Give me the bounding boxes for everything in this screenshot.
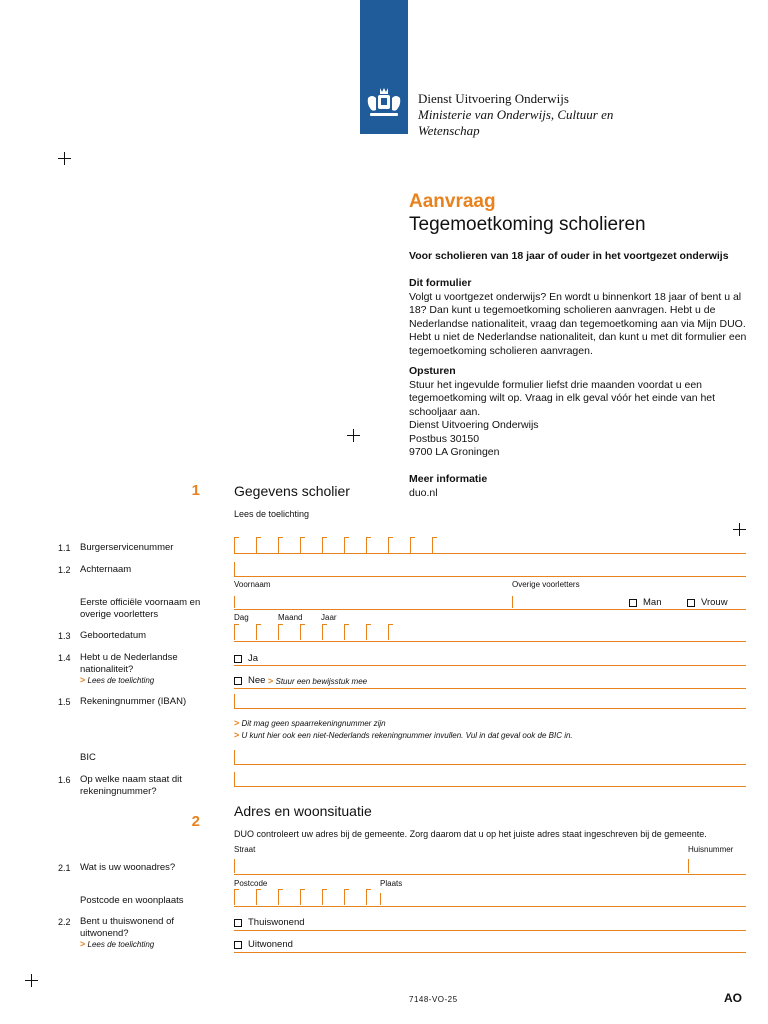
q14-number: 1.4	[58, 653, 71, 663]
bic-label: BIC	[80, 752, 96, 763]
intro-form-text: Volgt u voortgezet onderwijs? En wordt u binnenkort 18 jaar of bent u al 18? Dan kunt u tegemoetkoming scholieren aanvragen. Hebt u de Nederlandse nationaliteit, vraag dan tegemoetkoming aan via Mijn DUO. Hebt u niet de Nederlandse nationaliteit, dan kunt u met dit formulier een tegemoetkoming scholieren aanvragen.	[409, 290, 747, 357]
org-name: Dienst Uitvoering Onderwijs	[418, 91, 569, 106]
divider	[234, 688, 746, 689]
address-line-2: Postbus 30150	[409, 432, 480, 445]
divider	[234, 665, 746, 666]
gender-male-label: Man	[643, 597, 662, 608]
official-name-label: Eerste officiële voornaam en overige voorletters	[80, 597, 201, 620]
nationality-no-label: Nee	[248, 675, 266, 686]
divider	[234, 930, 746, 931]
org-block	[418, 91, 613, 139]
iban-note-1-text: Dit mag geen spaarrekeningnummer zijn	[241, 719, 386, 728]
firstname-field[interactable]	[234, 594, 746, 610]
intro-form-heading: Dit formulier	[409, 277, 472, 289]
q13-label: Geboortedatum	[80, 630, 147, 641]
intro-more-heading: Meer informatie	[409, 473, 488, 485]
iban-field[interactable]	[234, 694, 746, 710]
street-label: Straat	[234, 845, 256, 854]
city-label: Plaats	[380, 879, 403, 888]
nationality-no-note-text: Stuur een bewijsstuk mee	[275, 677, 368, 686]
q15-number: 1.5	[58, 697, 71, 707]
registration-mark-icon	[733, 523, 746, 536]
section-1-title: Gegevens scholier	[234, 483, 350, 499]
birthdate-field[interactable]	[234, 624, 746, 642]
month-label: Maand	[278, 613, 303, 622]
day-label: Dag	[234, 613, 249, 622]
q11-label: Burgerservicenummer	[80, 542, 174, 553]
section-2-intro: DUO controleert uw adres bij de gemeente. Zorg daarom dat u op het juiste adres staat ingeschreven bij de gemeente.	[234, 829, 707, 839]
subtitle: Voor scholieren van 18 jaar of ouder in het voortgezet onderwijs	[409, 250, 729, 262]
intro-form	[409, 277, 759, 358]
year-label: Jaar	[321, 613, 337, 622]
street-field[interactable]	[234, 859, 746, 875]
q14-note[interactable]: > Lees de toelichting	[80, 675, 155, 685]
registration-mark-icon	[58, 152, 71, 165]
q22-number: 2.2	[58, 917, 71, 927]
postcode-city-field[interactable]	[234, 889, 746, 907]
nationality-no-note: > Stuur een bewijsstuk mee	[268, 676, 368, 686]
gender-male-checkbox[interactable]	[629, 599, 637, 607]
home-checkbox[interactable]	[234, 919, 242, 927]
q22-note[interactable]: > Lees de toelichting	[80, 939, 155, 949]
intro-send	[409, 365, 759, 460]
q14-note-text: Lees de toelichting	[87, 676, 155, 685]
q12-label: Achternaam	[80, 564, 132, 575]
q16-label: Op welke naam staat dit rekeningnummer?	[80, 774, 182, 797]
iban-note-1: > Dit mag geen spaarrekeningnummer zijn	[234, 718, 386, 728]
intro-more-link[interactable]: duo.nl	[409, 486, 438, 499]
ministry-line-1: Ministerie van Onderwijs, Cultuur en	[418, 107, 614, 122]
nationality-no-checkbox[interactable]	[234, 677, 242, 685]
q13-number: 1.3	[58, 631, 71, 641]
q21-label: Wat is uw woonadres?	[80, 862, 176, 873]
royal-crest-icon	[364, 86, 404, 122]
iban-note-2-text: U kunt hier ook een niet-Nederlands rekeningnummer invullen. Vul in dat geval ook de BIC in.	[241, 731, 573, 740]
account-holder-field[interactable]	[234, 772, 746, 788]
registration-mark-icon	[25, 974, 38, 987]
divider	[234, 952, 746, 953]
page-title: Tegemoetkoming scholieren	[409, 214, 646, 235]
q22-note-text: Lees de toelichting	[87, 940, 155, 949]
postcode-label: Postcode	[234, 879, 268, 888]
intro-send-text: Stuur het ingevulde formulier liefst drie maanden voordat u een tegemoetkoming wilt op. Vraag in elk geval vóór het einde van het schooljaar aan.	[409, 378, 716, 418]
postcode-city-label: Postcode en woonplaats	[80, 895, 184, 906]
iban-note-2: > U kunt hier ook een niet-Nederlands rekeningnummer invullen. Vul in dat geval ook de BIC in.	[234, 730, 573, 740]
section-2-number: 2	[191, 813, 200, 830]
q12-number: 1.2	[58, 565, 71, 575]
address-line-3: 9700 LA Groningen	[409, 446, 500, 458]
initials-label: Overige voorletters	[512, 580, 580, 589]
gender-female-label: Vrouw	[701, 597, 728, 608]
q21-number: 2.1	[58, 863, 71, 873]
q14-label: Hebt u de Nederlandse nationaliteit?	[80, 652, 178, 675]
gender-female-checkbox[interactable]	[687, 599, 695, 607]
section-2-title: Adres en woonsituatie	[234, 803, 372, 819]
q11-number: 1.1	[58, 543, 71, 553]
away-checkbox[interactable]	[234, 941, 242, 949]
away-label: Uitwonend	[248, 939, 293, 950]
section-1-number: 1	[191, 482, 200, 499]
house-number-label: Huisnummer	[688, 845, 734, 854]
form-badge: AO	[724, 991, 742, 1005]
bsn-field[interactable]	[234, 537, 746, 555]
bic-field[interactable]	[234, 750, 746, 766]
nationality-yes-label: Ja	[248, 653, 259, 664]
form-kind: Aanvraag	[409, 191, 496, 212]
q15-label: Rekeningnummer (IBAN)	[80, 696, 187, 707]
intro-more	[409, 473, 759, 500]
surname-field[interactable]	[234, 562, 746, 578]
firstname-label: Voornaam	[234, 580, 271, 589]
home-label: Thuiswonend	[248, 917, 305, 928]
form-code: 7148-VO-25	[409, 995, 458, 1004]
ministry-line-2: Wetenschap	[418, 123, 480, 138]
q22-label: Bent u thuiswonend of uitwonend?	[80, 916, 175, 939]
intro-send-heading: Opsturen	[409, 365, 456, 377]
address-line-1: Dienst Uitvoering Onderwijs	[409, 419, 539, 431]
registration-mark-icon	[347, 429, 360, 442]
q16-number: 1.6	[58, 775, 71, 785]
section-1-read-note[interactable]: Lees de toelichting	[234, 509, 310, 519]
nationality-yes-checkbox[interactable]	[234, 655, 242, 663]
